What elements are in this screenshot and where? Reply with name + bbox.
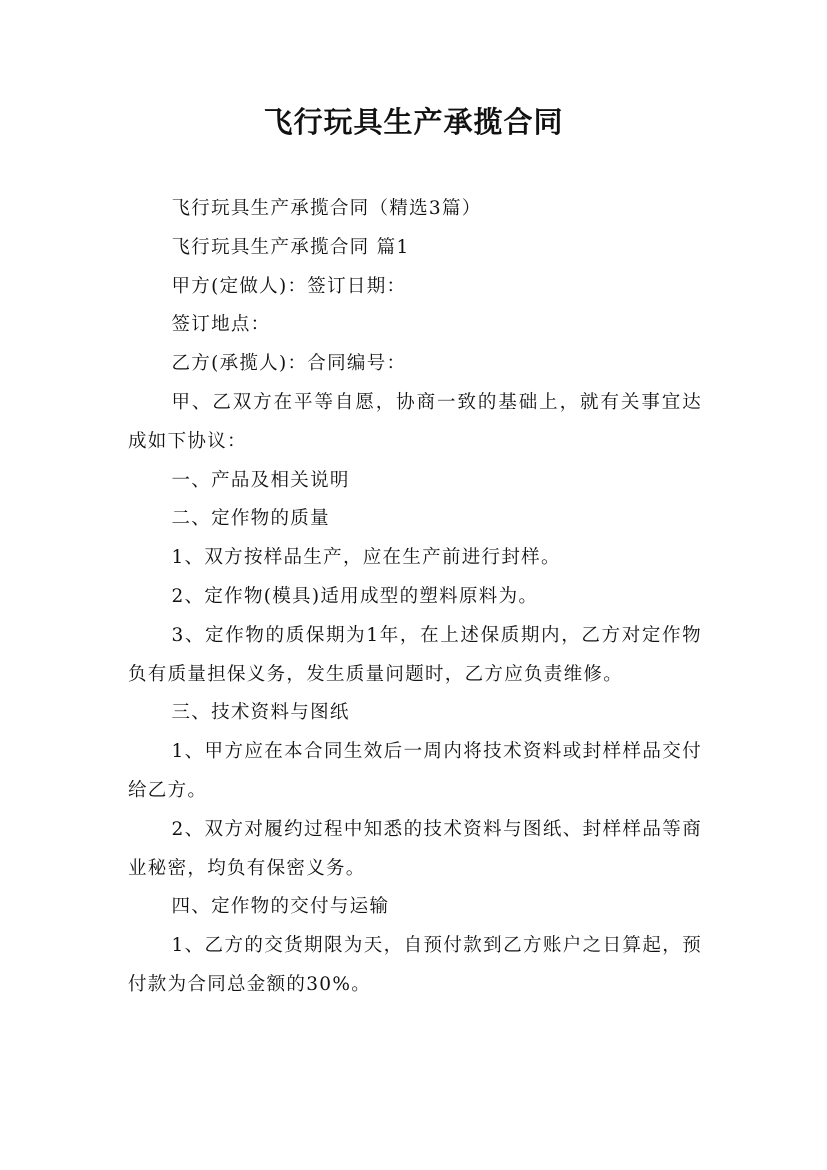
- paragraph-part-heading: 飞行玩具生产承揽合同 篇1: [171, 236, 410, 258]
- section-heading-2: 二、定作物的质量: [171, 508, 330, 530]
- paragraph-preamble: 甲、乙双方在平等自愿，协商一致的基础上，就有关事宜达成如下协议：: [128, 391, 702, 452]
- clause-3-1: 1、甲方应在本合同生效后一周内将技术资料或封样样品交付给乙方。: [128, 741, 702, 801]
- clause-3-2: 2、双方对履约过程中知悉的技术资料与图纸、封样样品等商业秘密，均负有保密义务。: [128, 818, 702, 879]
- document-title: 飞行玩具生产承揽合同: [263, 105, 564, 139]
- paragraph-subtitle: 飞行玩具生产承揽合同（精选3篇）: [171, 198, 482, 219]
- paragraph-party-a: 甲方(定做人)：签订日期：: [171, 275, 407, 297]
- clause-2-3: 3、定作物的质保期为1年，在上述保质期内，乙方对定作物负有质量担保义务，发生质量问题时，乙方应负责维修。: [128, 624, 702, 685]
- paragraph-signing-place: 签订地点：: [171, 314, 271, 336]
- section-heading-4: 四、定作物的交付与运输: [171, 896, 390, 918]
- document-body: [128, 190, 702, 1005]
- clause-2-1: 1、双方按样品生产，应在生产前进行封样。: [171, 547, 561, 569]
- clause-4-1: 1、乙方的交货期限为天，自预付款到乙方账户之日算起，预付款为合同总金额的30%。: [128, 935, 702, 995]
- clause-2-2: 2、定作物(模具)适用成型的塑料原料为。: [171, 585, 539, 607]
- section-heading-3: 三、技术资料与图纸: [171, 702, 350, 724]
- section-heading-1: 一、产品及相关说明: [171, 469, 350, 491]
- paragraph-party-b: 乙方(承揽人)：合同编号：: [171, 353, 407, 375]
